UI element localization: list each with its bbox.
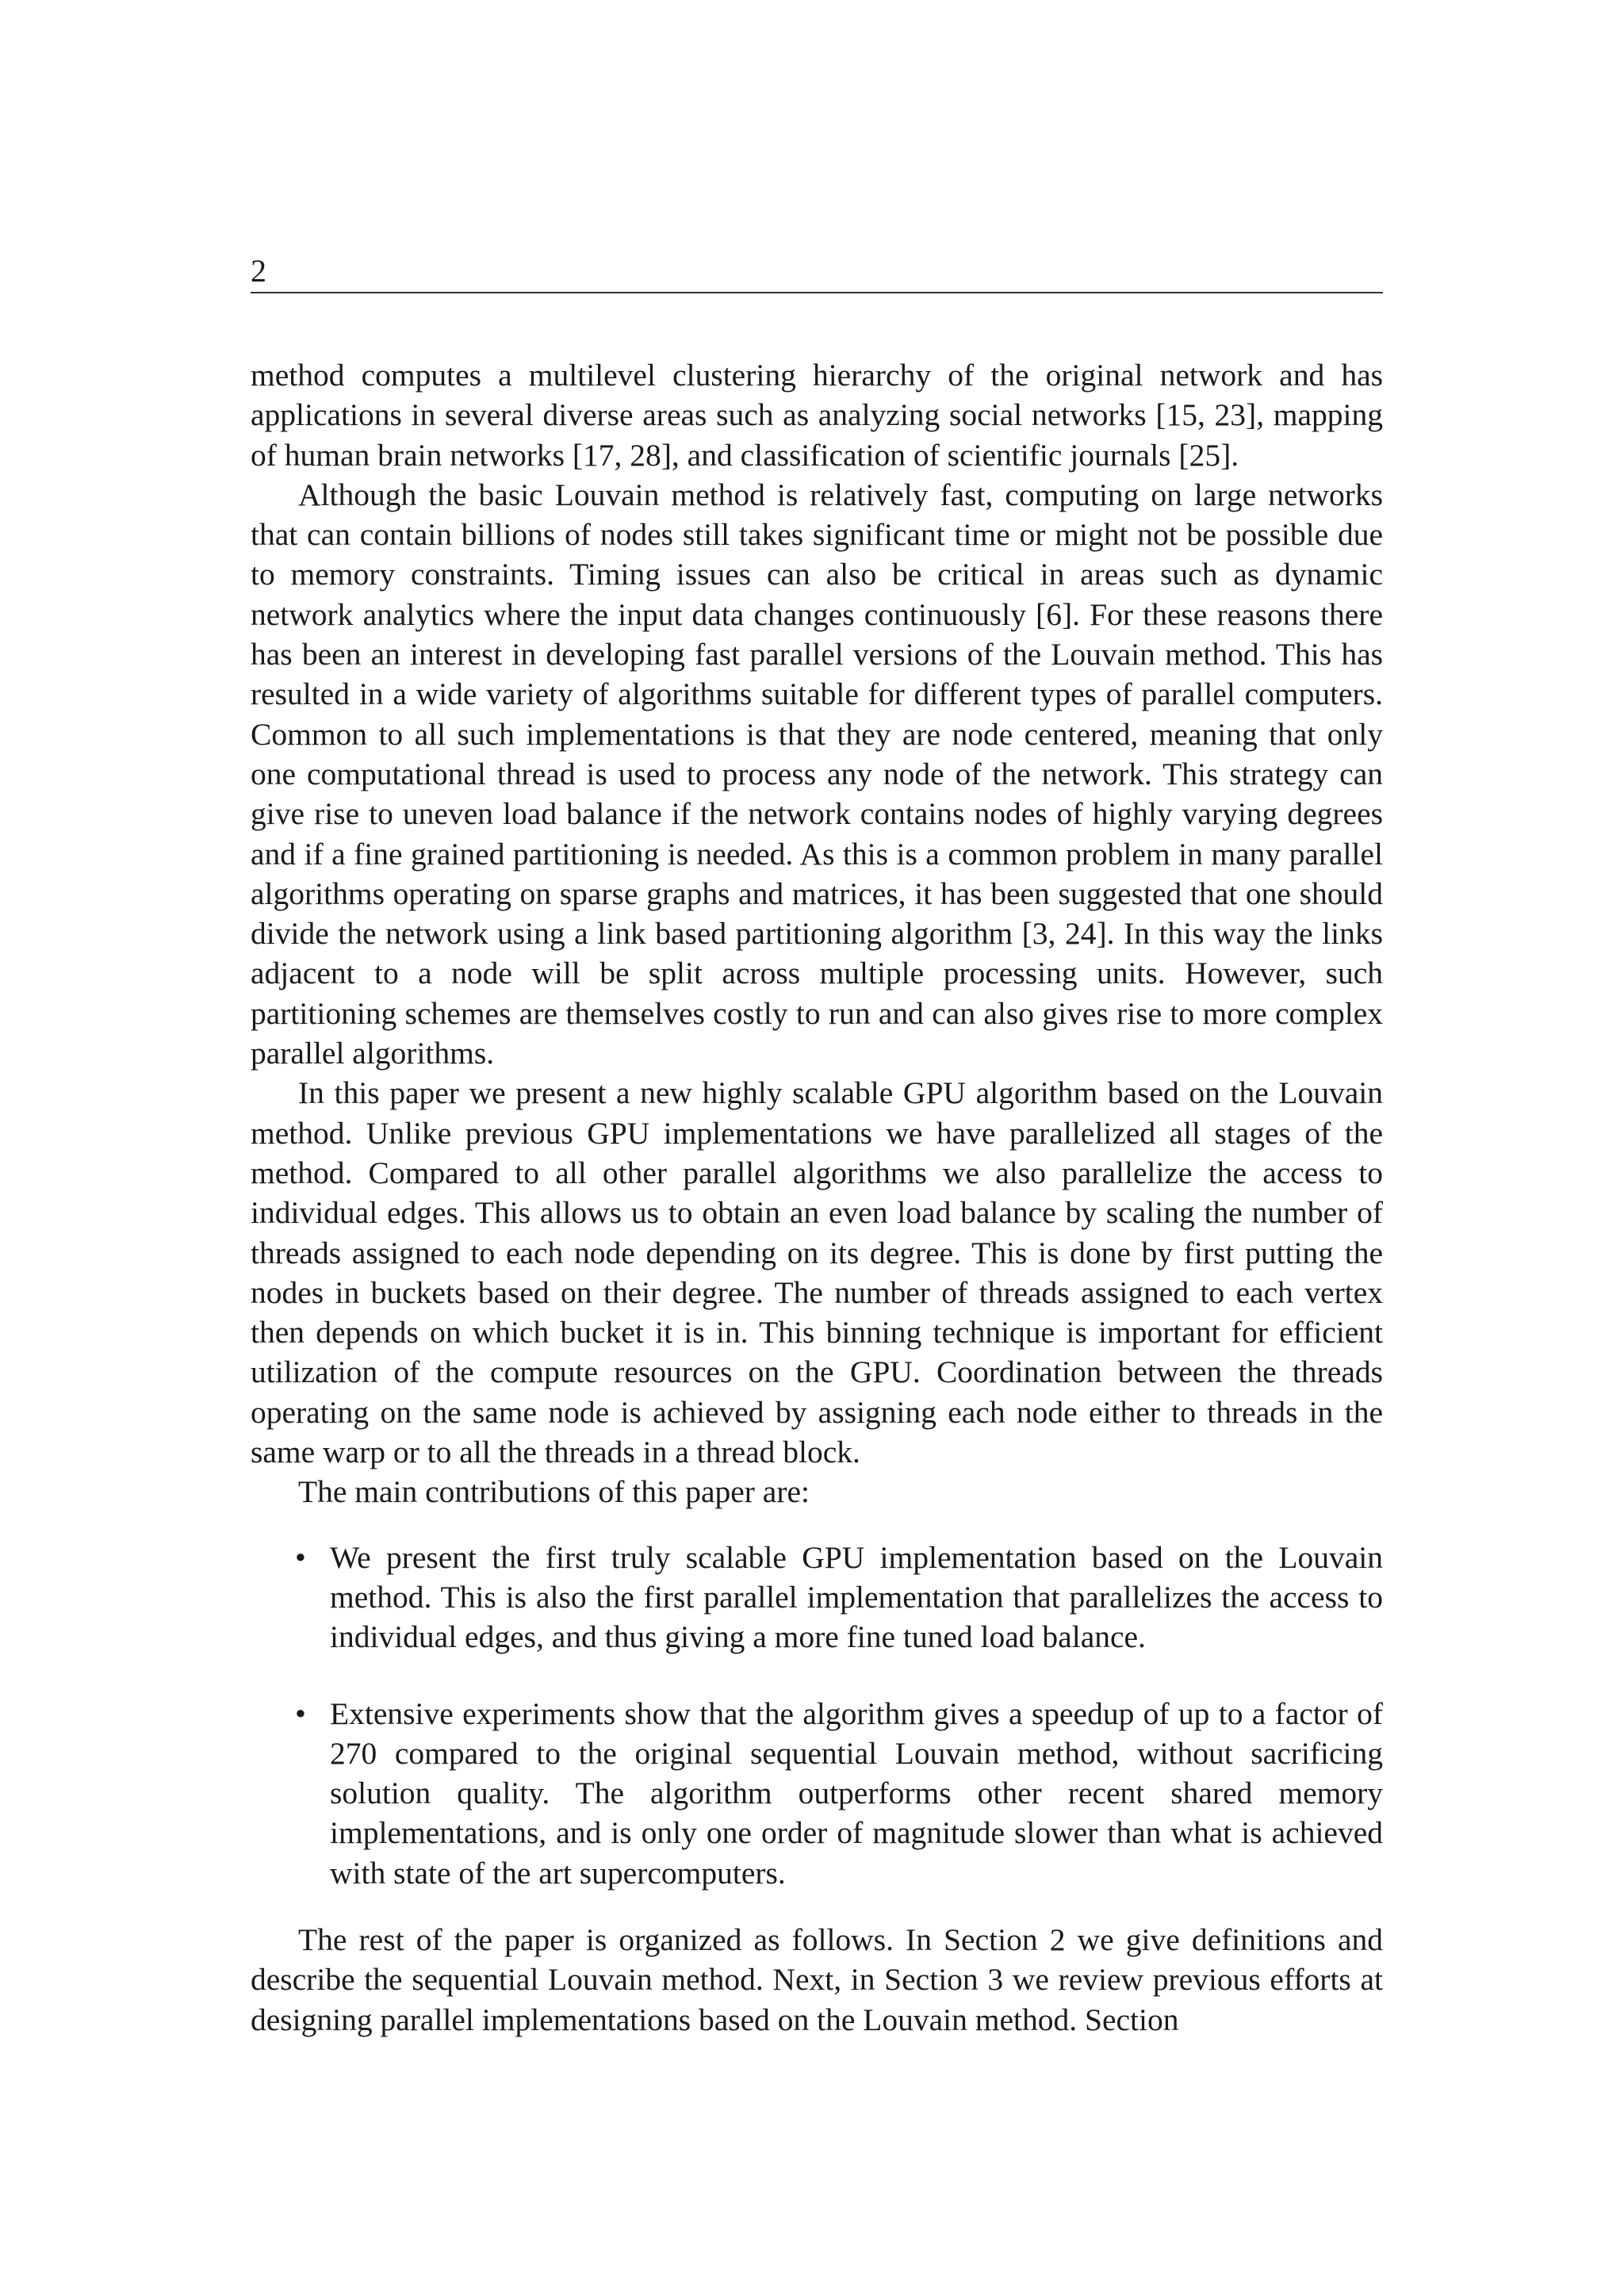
paragraph-continuation: method computes a multilevel clustering hierarchy of the original network and has applications in several diverse areas such as analyzing social networks [15, 23], mapping of human brain networks [17, 28], and classification of scientific journals [25]. (251, 358, 1383, 473)
list-item (295, 1694, 1383, 1893)
paragraph-approach: In this paper we present a new highly scalable GPU algorithm based on the Louvain method. Unlike previous GPU implementations we have parallelized all stages of the method. Compared to all other parallel algorithms we also parallelize the access to individual edges. This allows us to obtain an even load balance by scaling the number of threads assigned to each node depending on its degree. This is done by first putting the nodes in buckets based on their degree. The number of threads assigned to each vertex then depends on which bucket it is in. This binning technique is important for efficient utilization of the compute resources on the GPU. Coordination between the threads operating on the same node is achieved by assigning each node either to threads in the same warp or to all the threads in a thread block. (251, 1075, 1383, 1470)
page-number: 2 (251, 253, 266, 289)
body-text (251, 355, 1383, 2040)
paragraph-contributions-intro: The main contributions of this paper are: (298, 1474, 810, 1510)
paragraph-motivation: Although the basic Louvain method is relatively fast, computing on large networks that can contain billions of nodes still takes significant time or might not be possible due to memory constraints. Timing issues can also be critical in areas such as dynamic network analytics where the input data changes continuously [6]. For these reasons there has been an interest in developing fast parallel versions of the Louvain method. This has resulted in a wide variety of algorithms suitable for different types of parallel computers. Common to all such implementations is that they are node centered, meaning that only one computational thread is used to process any node of the network. This strategy can give rise to uneven load balance if the network contains nodes of highly varying degrees and if a fine grained partitioning is needed. As this is a common problem in many parallel algorithms operating on sparse graphs and matrices, it has been suggested that one should divide the network using a link based partitioning algorithm [3, 24]. In this way the links adjacent to a node will be split across multiple processing units. However, such partitioning schemes are themselves costly to run and can also gives rise to more complex parallel algorithms. (251, 477, 1383, 1071)
list-item-text: We present the first truly scalable GPU implementation based on the Louvain method. This is also the first parallel implementation that parallelizes the access to individual edges, and thus giving a more fine tuned load balance. (330, 1539, 1383, 1655)
list-item (295, 1538, 1383, 1657)
page-header (251, 247, 1383, 293)
bullet-icon: • (295, 1539, 306, 1575)
list-item-text: Extensive experiments show that the algorithm gives a speedup of up to a factor of 270 compared to the original sequential Louvain method, without sacrificing solution quality. The algorithm outperforms other recent shared memory implementations, and is only one order of magnitude slower than what is achieved with state of the art supercomputers. (330, 1695, 1383, 1891)
paragraph-organization: The rest of the paper is organized as follows. In Section 2 we give definitions and describe the sequential Louvain method. Next, in Section 3 we review previous efforts at designing parallel implementations based on the Louvain method. Section (251, 1921, 1383, 2037)
bullet-icon: • (295, 1695, 306, 1731)
contributions-list (251, 1538, 1383, 1893)
